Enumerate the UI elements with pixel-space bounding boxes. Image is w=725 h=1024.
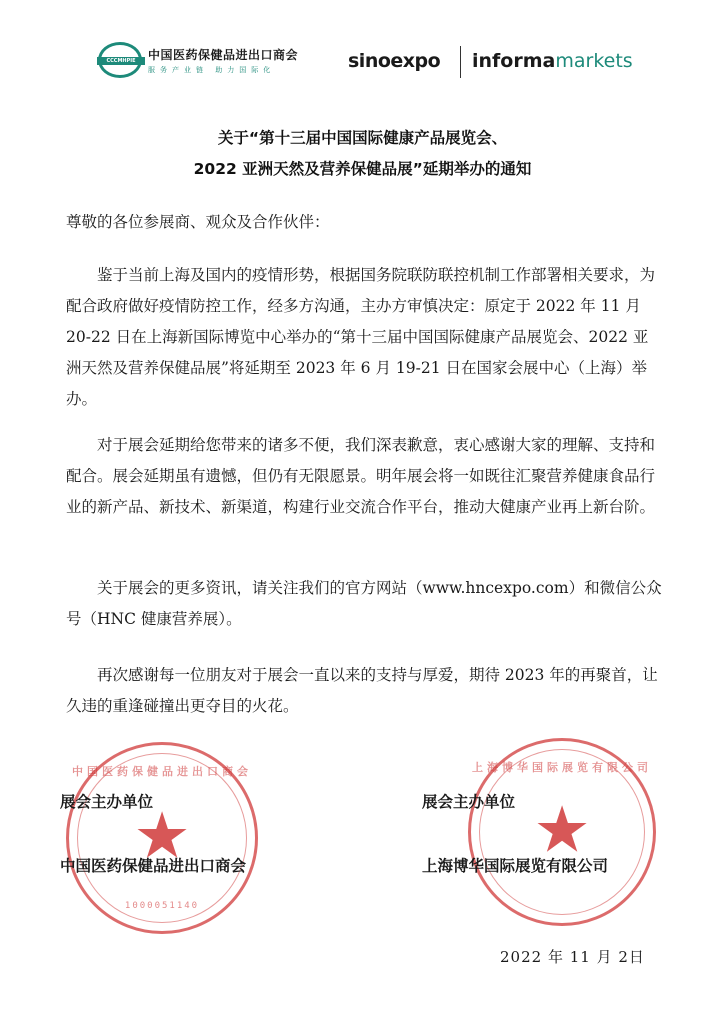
left-organizer-label: 展会主办单位 [60, 793, 154, 811]
star-icon: ★ [133, 799, 191, 874]
paragraph-more-info: 关于展会的更多资讯，请关注我们的官方网站（www.hncexpo.com）和微信公众号（HNC 健康营养展）。 [66, 579, 662, 628]
notice-title-line2: 2022 亚洲天然及营养保健品展”延期举办的通知 [193, 160, 532, 178]
greeting: 尊敬的各位参展商、观众及合作伙伴： [66, 213, 330, 231]
star-icon: ★ [533, 793, 591, 868]
cccmhpie-logo-icon [98, 42, 142, 78]
sinoexpo-logo: sinoexpo [348, 50, 441, 72]
logo-tagline: 服务产业链 助力国际化 [148, 65, 276, 74]
informa-markets-logo [472, 50, 633, 72]
cccmhpie-logo [98, 42, 298, 78]
right-seal-ring-text: 上海博华国际展览有限公司 [472, 761, 652, 774]
letterhead [0, 0, 725, 100]
left-seal-stamp [66, 742, 258, 934]
notice-title-line1: 关于“第十三届中国国际健康产品展览会、 [217, 129, 508, 147]
paragraph-postponement: 鉴于当前上海及国内的疫情形势，根据国务院联防联控机制工作部署相关要求，为配合政府做好疫情防控工作，经多方沟通，主办方审慎决定：原定于 2022 年 11 月 20-22 日在上海新国际博览中心举办的“第十三届中国国际健康产品展览会、2022 亚洲天然及营养保健品展”将延期至 2023 年 6 月 19-21 日在国家会展中心（上海）举办。 [66, 266, 656, 408]
paragraph-thanks: 再次感谢每一位朋友对于展会一直以来的支持与厚爱，期待 2023 年的再聚首，让久违的重逢碰撞出更夺目的火花。 [66, 666, 658, 715]
right-organizer-name: 上海博华国际展览有限公司 [422, 857, 609, 875]
left-seal-code: 1000051140 [124, 901, 200, 911]
left-seal-ring-text: 中国医药保健品进出口商会 [72, 765, 252, 778]
logo-badge-text: CCCMHPIE [97, 57, 145, 65]
left-organizer-name: 中国医药保健品进出口商会 [60, 857, 247, 875]
logo-org-name: 中国医药保健品进出口商会 [148, 47, 299, 62]
right-seal-stamp [468, 738, 656, 926]
informa-word: informa [472, 50, 556, 72]
markets-word: markets [555, 50, 633, 72]
notice-date: 2022 年 11 月 2日 [500, 948, 645, 966]
right-organizer-label: 展会主办单位 [422, 793, 516, 811]
paragraph-apology: 对于展会延期给您带来的诸多不便，我们深表歉意，衷心感谢大家的理解、支持和配合。展会延期虽有遗憾，但仍有无限愿景。明年展会将一如既往汇聚营养健康食品行业的新产品、新技术、新渠道，构建行业交流合作平台，推动大健康产业再上新台阶。 [66, 436, 656, 516]
logo-divider [460, 46, 461, 78]
